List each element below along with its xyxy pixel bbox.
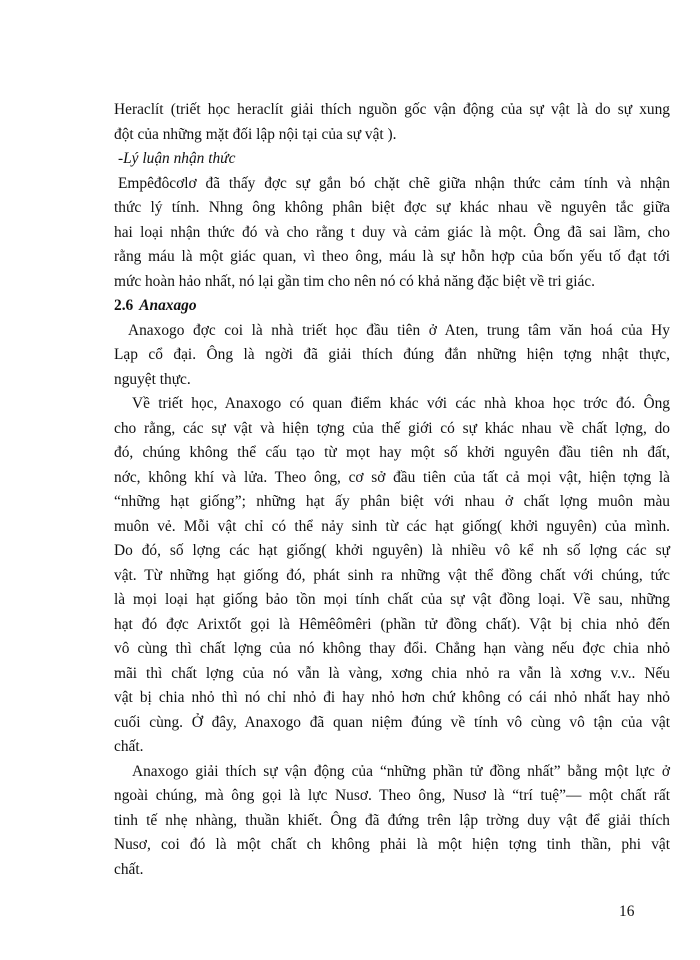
- text-line: vật. Từ những hạt giống đó, phát sinh ra những vật thể đồng chất với chúng, tức: [114, 566, 670, 584]
- text-line: cuối cùng. Ở đây, Anaxogo đã quan niệm đúng về tính vô cùng vô tận của vật: [114, 713, 670, 731]
- paragraph-anaxago-intro: [114, 319, 670, 393]
- text-line: tinh tế nhẹ nhàng, thuần khiết. Ông đã đứng trên lập trờng duy vật để giải thích: [114, 811, 670, 829]
- text-line: thức lý tính. Nhng ông không phân biệt đợc sự khác nhau về nguyên tắc giữa: [114, 199, 670, 216]
- text-line: Anaxogo đợc coi là nhà triết học đầu tiên ở Aten, trung tâm văn hoá của Hy: [128, 321, 670, 339]
- section-title: Anaxago: [139, 297, 197, 314]
- subheading-theory-of-knowledge: -Lý luận nhận thức: [118, 150, 236, 167]
- text-line: cho rằng, các sự vật và hiện tợng của thế giới có sự khác nhau về chất lợng, do: [114, 419, 670, 437]
- section-number: 2.6: [114, 297, 134, 314]
- text-line: mức hoàn hảo nhất, nó lại gần tim cho nên nó có khả năng đặc biệt về tri giác.: [114, 272, 596, 290]
- text-line: đó, chúng không thể cấu tạo từ mọt hay một số khởi nguyên đầu tiên nh đất,: [114, 444, 670, 461]
- text-line: nguyệt thực.: [114, 370, 191, 388]
- text-line: Empêđôcơlơ đã thấy đợc sự gắn bó chặt chẽ giữa nhận thức cảm tính và nhận: [118, 174, 670, 192]
- text-line: Do đó, số lợng các hạt giống( khởi nguyên) là nhiều vô kể nh số lợng các sự: [114, 542, 670, 559]
- text-line: ngoài chúng, mà ông gọi là lực Nusơ. Theo ông, Nusơ là “trí tuệ”— một chất rất: [114, 787, 670, 804]
- text-line: hai loại nhận thức đó và cho rằng t duy và cảm giác là một. Ông đã sai lầm, cho: [114, 223, 670, 241]
- text-line: rằng máu là một giác quan, vì theo ông, máu là sự hỗn hợp của bốn yếu tố đạt tới: [114, 248, 670, 265]
- page-body: [114, 98, 670, 882]
- page-number: 16: [619, 903, 635, 920]
- text-line: hạt đó đợc Arixtốt gọi là Hêmêômêri (phần tử đồng chất). Vật bị chia nhỏ đến: [114, 615, 670, 633]
- text-line: Lạp cổ đại. Ông là ngời đã giải thích đúng đắn những hiện tợng nhật thực,: [114, 346, 670, 363]
- text-line: vật bị chia nhỏ thì nó chỉ nhỏ đi hay nhỏ hơn chứ không có cái nhỏ nhất hay nhỏ: [114, 689, 670, 706]
- text-line: “những hạt giống”; những hạt ấy phân biệt với nhau ở chất lợng muôn màu: [114, 493, 670, 510]
- text-line: vô cùng thì chất lợng của nó không thay đổi. Chẳng hạn vàng nếu đợc chia nhỏ: [114, 640, 670, 657]
- text-line: Về triết học, Anaxogo có quan điểm khác với các nhà khoa học trớc đó. Ông: [132, 395, 670, 412]
- paragraph-heraclit: [114, 98, 670, 147]
- text-line: Nusơ, coi đó là một chất ch không phải là một hiện tợng tinh thần, phi vật: [114, 836, 670, 853]
- text-line: chất.: [114, 738, 144, 755]
- text-line: nớc, không khí và lửa. Theo ông, cơ sở đầu tiên của tất cả mọi vật, hiện tợng là: [114, 468, 670, 486]
- paragraph-empedocles: [114, 172, 670, 295]
- text-line: là mọi loại hạt giống bảo tồn mọi tính chất của sự vật đồng loại. Về sau, những: [114, 591, 670, 608]
- text-line: mãi thì chất lợng của nó vẫn là vàng, xơng chia nhỏ ra vẫn là xơng v.v.. Nếu: [114, 664, 670, 682]
- section-heading: [114, 294, 670, 319]
- text-line: muôn vẻ. Mỗi vật chỉ có thể nảy sinh từ các hạt giống( khởi nguyên) của mình.: [114, 517, 670, 535]
- paragraph-anaxago-philosophy: [114, 392, 670, 760]
- paragraph-nuso: [114, 760, 670, 883]
- text-line: Heraclít (triết học heraclít giải thích nguồn gốc vận động của sự vật là do sự xung: [114, 101, 670, 118]
- text-line: Anaxogo giải thích sự vận động của “những phần tử đồng nhất” bằng một lực ở: [132, 762, 670, 780]
- text-line: đột của những mặt đối lập nội tại của sự vật ).: [114, 125, 397, 143]
- text-line: chất.: [114, 860, 144, 878]
